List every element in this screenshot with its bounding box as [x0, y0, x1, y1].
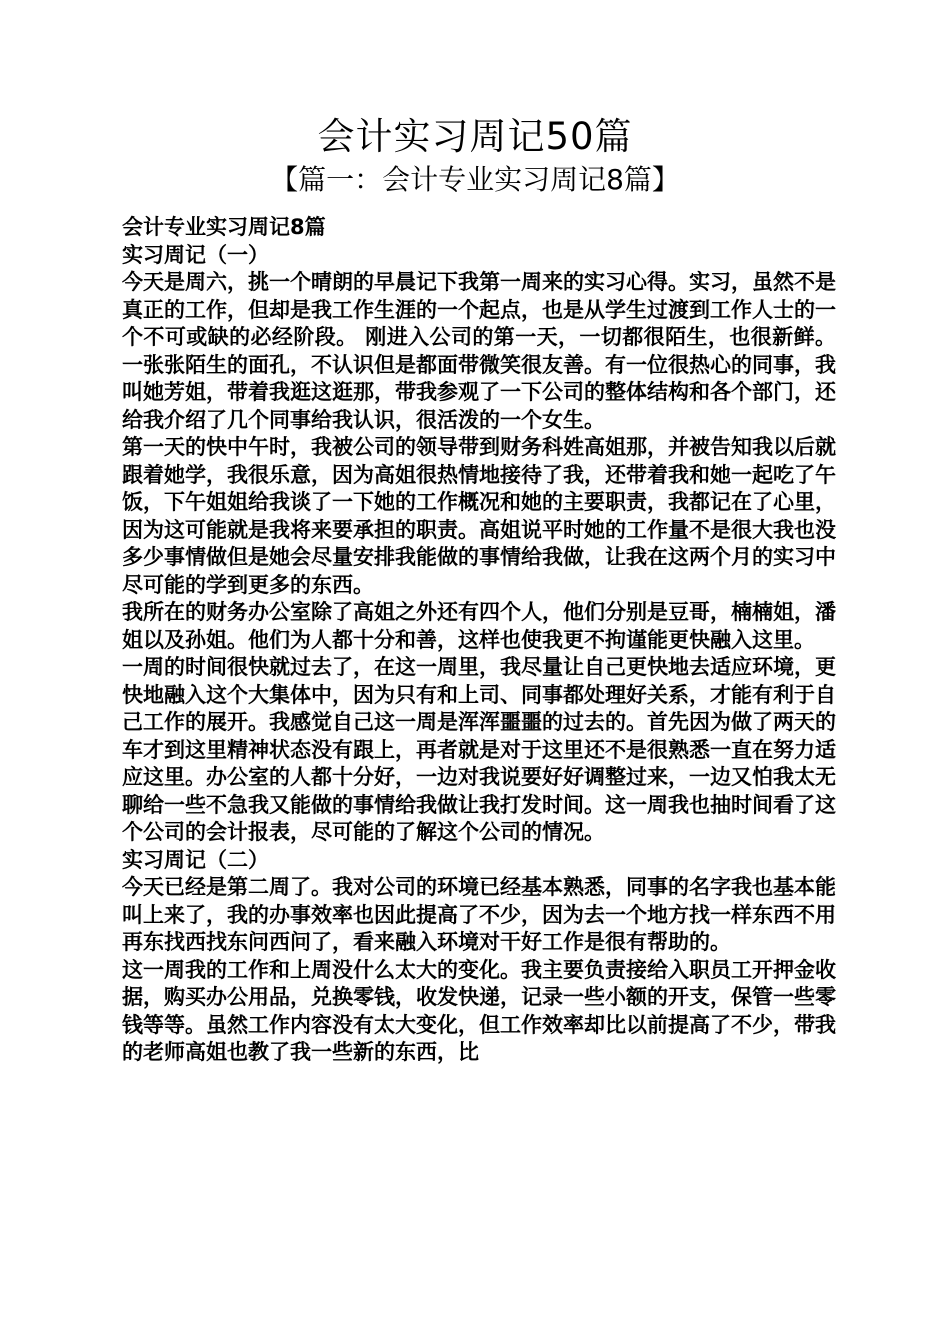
document-title: 会计实习周记50篇	[317, 115, 633, 158]
section-heading: 实习周记（二）	[122, 847, 269, 872]
section-heading: 会计专业实习周记8篇	[122, 215, 326, 239]
body-paragraph: 第一天的快中午时，我被公司的领导带到财务科姓高姐那，并被告知我以后就跟着她学，我很乐意，因为高姐很热情地接待了我，还带着我和她一起吃了午饭，下午姐姐给我谈了一下她的工作概况和她的主要职责，我都记在了心里，因为这可能就是我将来要承担的职责。高姐说平时她的工作量不是很大我也没多少事情做但是她会尽量安排我能做的事情给我做，让我在这两个月的实习中尽可能的学到更多的东西。	[122, 435, 836, 597]
body-paragraph: 今天是周六，挑一个晴朗的早晨记下我第一周来的实习心得。实习，虽然不是真正的工作，但却是我工作生涯的一个起点，也是从学生过渡到工作人士的一个不可或缺的必经阶段。 刚进入公司的第一天，一切都很陌生，也很新鲜。一张张陌生的面孔，不认识但是都面带微笑很友善。有一位很热心的同事，我叫她芳姐，带着我逛这逛那，带我参观了一下公司的整体结构和各个部门，还给我介绍了几个同事给我认识，很活泼的一个女生。	[122, 270, 836, 432]
body-paragraph: 一周的时间很快就过去了，在这一周里，我尽量让自己更快地去适应环境，更快地融入这个大集体中，因为只有和上司、同事都处理好关系，才能有利于自己工作的展开。我感觉自己这一周是浑浑噩噩的过去的。首先因为做了两天的车才到这里精神状态没有跟上，再者就是对于这里还不是很熟悉一直在努力适应这里。办公室的人都十分好，一边对我说要好好调整过来，一边又怕我太无聊给一些不急我又能做的事情给我做让我打发时间。这一周我也抽时间看了这个公司的会计报表，尽可能的了解这个公司的情况。	[122, 655, 836, 844]
section-heading: 实习周记（一）	[122, 242, 269, 267]
document-body	[116, 214, 836, 1067]
body-paragraph: 我所在的财务办公室除了高姐之外还有四个人，他们分别是豆哥，楠楠姐，潘姐以及孙姐。他们为人都十分和善，这样也使我更不拘谨能更快融入这里。	[122, 600, 836, 652]
document-subtitle: 【篇一：会计专业实习周记8篇】	[270, 163, 680, 196]
body-paragraph: 今天已经是第二周了。我对公司的环境已经基本熟悉，同事的名字我也基本能叫上来了，我的办事效率也因此提高了不少，因为去一个地方找一样东西不用再东找西找东问西问了，看来融入环境对干好工作是很有帮助的。	[122, 875, 836, 954]
body-paragraph: 这一周我的工作和上周没什么太大的变化。我主要负责接给入职员工开押金收据，购买办公用品，兑换零钱，收发快递，记录一些小额的开支，保管一些零钱等等。虽然工作内容没有太大变化，但工作效率却比以前提高了不少，带我的老师高姐也教了我一些新的东西，比	[122, 957, 836, 1064]
